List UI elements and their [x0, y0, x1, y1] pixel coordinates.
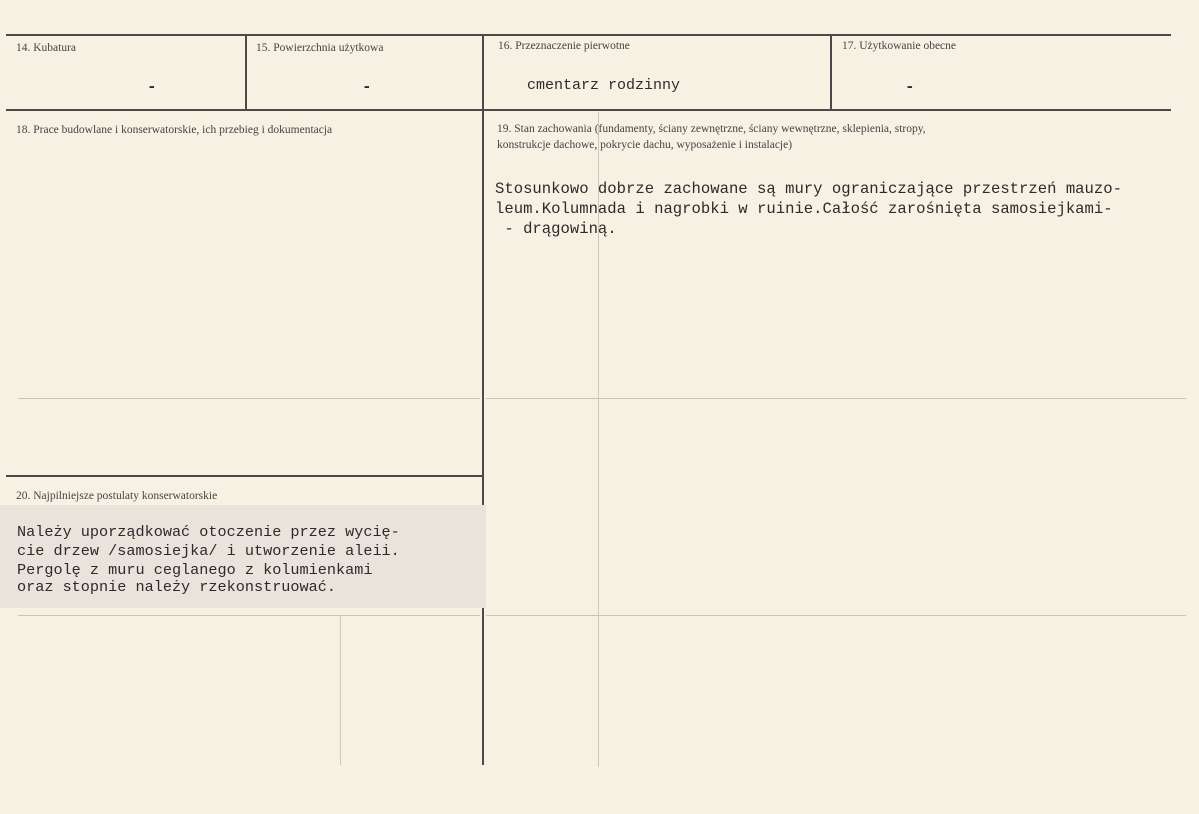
stan-label-line2: konstrukcje dachowe, pokrycie dachu, wyposażenie i instalacje) [497, 139, 793, 151]
faint-line [486, 398, 1186, 399]
powierzchnia-label: 15. Powierzchnia użytkowa [256, 42, 384, 54]
stan-text-line: leum.Kolumnada i nagrobki w ruinie.Całość zarośnięta samosiejkami- [495, 200, 1113, 218]
col-divider-2 [482, 35, 484, 765]
powierzchnia-value: - [362, 78, 372, 96]
przeznaczenie-label: 16. Przeznaczenie pierwotne [498, 40, 630, 52]
section20-top-border [6, 475, 482, 477]
faint-line [18, 398, 480, 399]
uzytkowanie-value: - [905, 78, 915, 96]
postulaty-text-line: Należy uporządkować otoczenie przez wycię- [17, 523, 400, 541]
stan-text-line: Stosunkowo dobrze zachowane są mury ograniczające przestrzeń mauzo- [495, 180, 1122, 198]
row1-bottom-border [6, 109, 1171, 111]
przeznaczenie-value: cmentarz rodzinny [527, 77, 681, 94]
col-divider-3 [830, 35, 832, 110]
postulaty-text-line: Pergolę z muru ceglanego z kolumienkami [17, 561, 373, 579]
postulaty-text-line: oraz stopnie należy rzekonstruować. [17, 578, 336, 596]
top-border [6, 34, 1171, 36]
faint-line [340, 615, 341, 765]
postulaty-label: 20. Najpilniejsze postulaty konserwatorskie [16, 490, 218, 502]
stan-text-line: - drągowiną. [495, 220, 617, 238]
faint-line [486, 615, 1186, 616]
prace-label: 18. Prace budowlane i konserwatorskie, ich przebieg i dokumentacja [16, 124, 333, 136]
postulaty-text-line: cie drzew /samosiejka/ i utworzenie aleii. [17, 542, 400, 560]
faint-line [18, 615, 480, 616]
kubatura-value: - [147, 78, 157, 96]
uzytkowanie-label: 17. Użytkowanie obecne [842, 40, 957, 52]
col-divider-1 [245, 35, 247, 110]
kubatura-label: 14. Kubatura [16, 42, 77, 54]
stan-label-line1: 19. Stan zachowania (fundamenty, ściany zewnętrzne, ściany wewnętrzne, sklepienia, stropy, [497, 123, 926, 135]
